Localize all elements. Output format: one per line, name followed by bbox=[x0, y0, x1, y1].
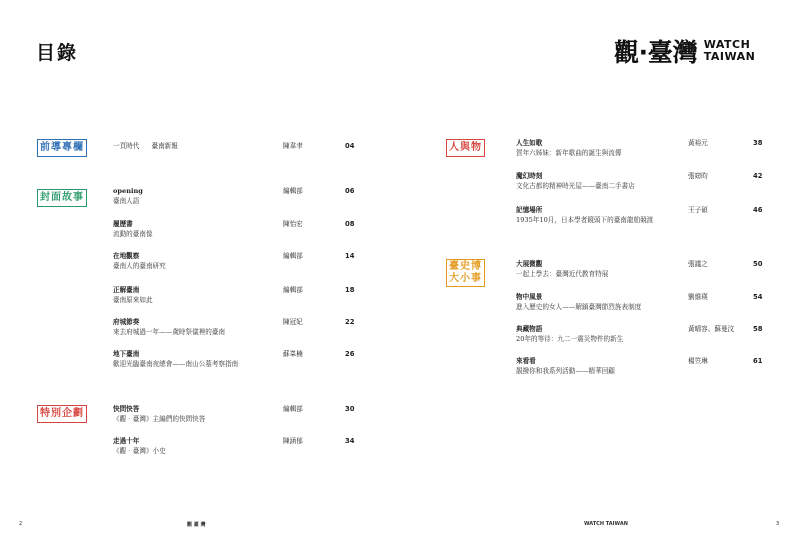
section-badge-people: 人與物 bbox=[446, 139, 485, 157]
entry-title: 在地觀察 bbox=[113, 252, 140, 260]
entry-page: 06 bbox=[345, 187, 355, 195]
toc-entry[interactable] bbox=[113, 436, 166, 456]
entry-subtitle: 文化古都的精神時光屋——臺南二手書店 bbox=[516, 182, 635, 190]
entry-page: 42 bbox=[753, 172, 763, 180]
entry-author: 黃裕元 bbox=[688, 139, 708, 147]
toc-entry[interactable] bbox=[516, 205, 653, 225]
entry-subtitle: 20年的等待：九二一震災物件的新生 bbox=[516, 335, 624, 343]
logo-english-line2: TAIWAN bbox=[703, 50, 756, 63]
logo-chinese: 觀‧臺灣 bbox=[614, 38, 698, 67]
toc-entry[interactable] bbox=[516, 324, 623, 344]
toc-entry[interactable] bbox=[113, 349, 238, 369]
entry-author: 劉維瑛 bbox=[688, 293, 708, 301]
toc-entry[interactable] bbox=[516, 356, 615, 376]
entry-title: 魔幻時刻 bbox=[516, 172, 543, 180]
magazine-logo bbox=[614, 34, 755, 68]
entry-title: opening bbox=[113, 187, 143, 195]
entry-author: 陳冠妃 bbox=[283, 318, 303, 326]
entry-title: 人生如歌 bbox=[516, 139, 543, 147]
entry-page: 18 bbox=[345, 286, 355, 294]
entry-subtitle: 《觀‧臺灣》小史 bbox=[113, 447, 166, 455]
entry-title: 府城節奏 bbox=[113, 318, 140, 326]
entry-page: 38 bbox=[753, 139, 763, 147]
toc-entry[interactable] bbox=[113, 251, 166, 271]
entry-subtitle: 流動的臺南像 bbox=[113, 230, 153, 238]
entry-subtitle: 賀年六姊妹：新年歌曲的誕生與流傳 bbox=[516, 149, 622, 157]
footer-right-page-number: 3 bbox=[776, 521, 780, 527]
entry-subtitle: 進入歷史的女人——解鎖臺灣節烈旌表制度 bbox=[516, 303, 642, 311]
toc-entry[interactable] bbox=[113, 404, 205, 424]
toc-entry[interactable] bbox=[113, 141, 178, 151]
toc-entry[interactable] bbox=[516, 259, 608, 279]
entry-title: 一頁時代 bbox=[113, 142, 140, 150]
entry-subtitle: 臺南原來如此 bbox=[113, 296, 153, 304]
entry-title: 正解臺南 bbox=[113, 286, 140, 294]
entry-title: 典藏物語 bbox=[516, 325, 543, 333]
entry-title: 物中風景 bbox=[516, 293, 543, 301]
entry-subtitle: 臺南新報 bbox=[151, 142, 178, 150]
toc-entry[interactable] bbox=[516, 171, 635, 191]
entry-page: 22 bbox=[345, 318, 355, 326]
entry-page: 46 bbox=[753, 206, 763, 214]
page-title: 目錄 bbox=[36, 42, 79, 64]
entry-author: 陳怡宏 bbox=[283, 220, 303, 228]
toc-entry[interactable] bbox=[113, 317, 225, 337]
badge-line: 大小事 bbox=[449, 273, 482, 284]
section-badge-special: 特別企劃 bbox=[37, 405, 87, 423]
entry-page: 54 bbox=[753, 293, 763, 301]
entry-title: 記憶場所 bbox=[516, 206, 543, 214]
entry-page: 30 bbox=[345, 405, 355, 413]
toc-entry[interactable] bbox=[113, 285, 153, 305]
entry-page: 58 bbox=[753, 325, 763, 333]
entry-page: 34 bbox=[345, 437, 355, 445]
footer-right-label: WATCH TAIWAN bbox=[584, 521, 628, 527]
entry-author: 黃晴容、蘇曼汶 bbox=[688, 325, 735, 333]
footer-left-page-number: 2 bbox=[19, 521, 23, 527]
entry-page: 14 bbox=[345, 252, 355, 260]
entry-title: 快問快答 bbox=[113, 405, 140, 413]
entry-subtitle: 臺南人的臺南研究 bbox=[113, 262, 166, 270]
entry-author: 王子碩 bbox=[688, 206, 708, 214]
toc-entry[interactable] bbox=[516, 292, 641, 312]
entry-subtitle: 1935年10月，日本學者鏡頭下的臺南龍舶競渡 bbox=[516, 216, 654, 224]
entry-subtitle: 靚撥你和我系列活動——精華回顧 bbox=[516, 367, 615, 375]
entry-author: 編輯部 bbox=[283, 286, 303, 294]
entry-page: 08 bbox=[345, 220, 355, 228]
entry-author: 編輯部 bbox=[283, 187, 303, 195]
entry-author: 蘇峯楠 bbox=[283, 350, 303, 358]
entry-title: 地下臺南 bbox=[113, 350, 140, 358]
entry-author: 編輯部 bbox=[283, 405, 303, 413]
logo-english bbox=[704, 39, 756, 63]
section-badge-museum bbox=[446, 259, 485, 287]
section-badge-cover: 封面故事 bbox=[37, 189, 87, 207]
toc-entry[interactable] bbox=[113, 186, 143, 206]
badge-line: 臺史博 bbox=[449, 261, 482, 272]
entry-subtitle: 《觀‧臺灣》主編們的快問快答 bbox=[113, 415, 206, 423]
toc-entry[interactable] bbox=[113, 219, 153, 239]
logo-english-line1: WATCH bbox=[703, 38, 751, 51]
entry-subtitle: 歡迎光臨臺南夜總會——南山公墓考察指南 bbox=[113, 360, 239, 368]
entry-title: 來看看 bbox=[516, 357, 536, 365]
entry-page: 04 bbox=[345, 142, 355, 150]
footer-left-label: 觀 臺 灣 bbox=[187, 522, 206, 528]
entry-page: 61 bbox=[753, 357, 763, 365]
section-badge-lead: 前導專欄 bbox=[37, 139, 87, 157]
entry-page: 26 bbox=[345, 350, 355, 358]
entry-title: 走過十年 bbox=[113, 437, 140, 445]
entry-title: 大展微觀 bbox=[516, 260, 543, 268]
entry-author: 陳韋聿 bbox=[283, 142, 303, 150]
entry-author: 張議之 bbox=[688, 260, 708, 268]
entry-author: 編輯部 bbox=[283, 252, 303, 260]
entry-title: 履歷書 bbox=[113, 220, 133, 228]
entry-subtitle: 來去府城過一年——歲時祭儀裡的臺南 bbox=[113, 328, 226, 336]
toc-entry[interactable] bbox=[516, 138, 622, 158]
entry-author: 陳涵郁 bbox=[283, 437, 303, 445]
entry-author: 張窈昀 bbox=[688, 172, 708, 180]
entry-subtitle: 臺南人語 bbox=[113, 197, 140, 205]
entry-page: 50 bbox=[753, 260, 763, 268]
entry-author: 楊笠琳 bbox=[688, 357, 708, 365]
entry-subtitle: 一起上學去：臺灣近代教育特展 bbox=[516, 270, 609, 278]
